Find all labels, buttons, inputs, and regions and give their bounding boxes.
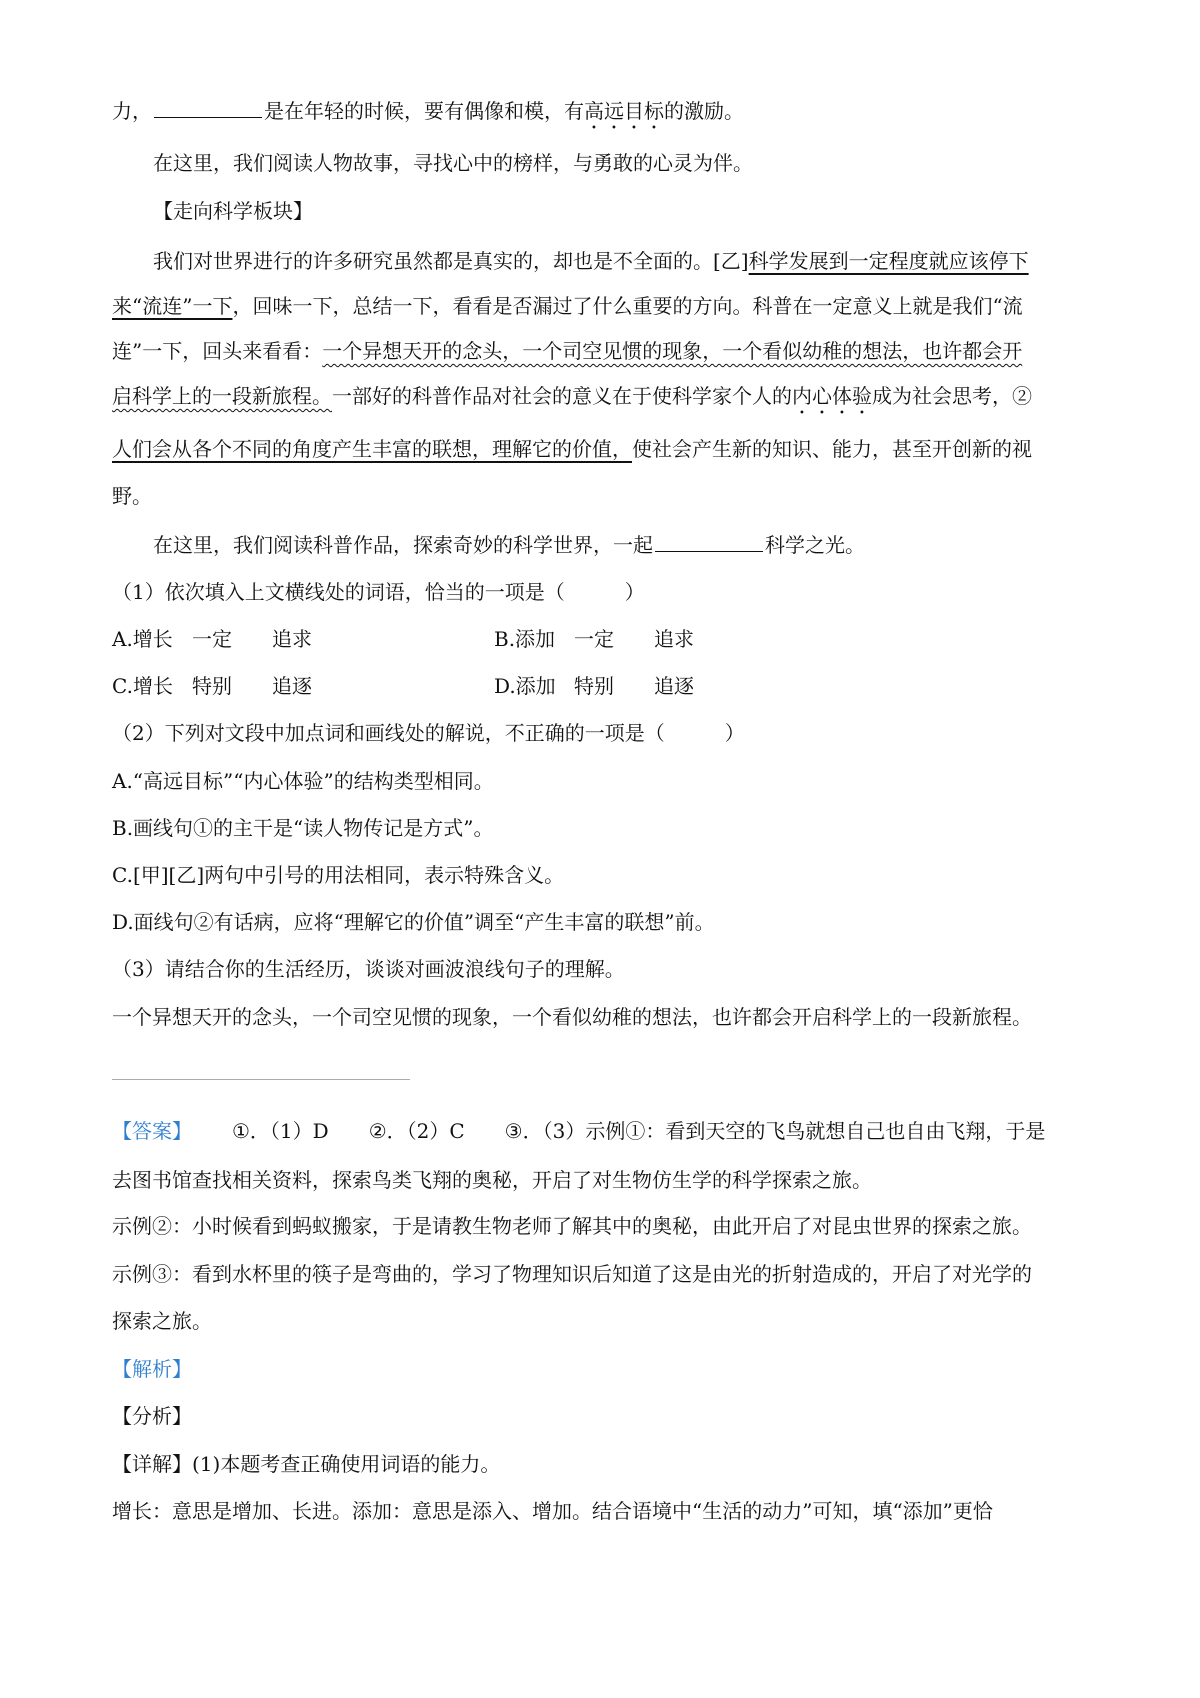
question-2-stem: （2）下列对文段中加点词和画线处的解说，不正确的一项是（ ） [112, 721, 745, 745]
answer-line-3: 示例②：小时候看到蚂蚁搬家，于是请教生物老师了解其中的奥秘，由此开启了对昆虫世界的探索之旅。 [112, 1214, 1032, 1238]
answer-line-2: 去图书馆查找相关资料，探索鸟类飞翔的奥秘，开启了对生物仿生学的科学探索之旅。 [112, 1168, 872, 1192]
paragraph-3-line-2: 来“流连”一下，回味一下，总结一下，看看是否漏过了什么重要的方向。科普在一定意义上就是我们“流 [112, 294, 1023, 318]
q1-option-c[interactable]: C.增长 特别 追逐 [112, 674, 312, 698]
analysis-last-line: 增长：意思是增加、长进。添加：意思是添入、增加。结合语境中“生活的动力”可知，填“添加”更恰 [112, 1499, 993, 1523]
answer-line-4: 示例③：看到水杯里的筷子是弯曲的，学习了物理知识后知道了这是由光的折射造成的，开启了对光学的 [112, 1262, 1032, 1286]
fill-blank-2[interactable] [655, 533, 763, 552]
underline-sentence-2: 人们会从各个不同的角度产生丰富的联想，理解它的价值， [112, 437, 632, 461]
q2-option-a[interactable]: A.“高远目标”“内心体验”的结构类型相同。 [112, 769, 494, 793]
wavy-sentence-cont: 启科学上的一段新旅程。 [112, 384, 332, 408]
section-title: 【走向科学板块】 [153, 199, 313, 223]
question-1-stem: （1）依次填入上文横线处的词语，恰当的一项是（ ） [112, 580, 645, 604]
q1-option-d[interactable]: D.添加 特别 追逐 [494, 674, 694, 698]
wavy-sentence: 一个异想天开的念头，一个司空见惯的现象，一个看似幼稚的想法，也许都会开 [322, 339, 1023, 363]
paragraph-2: 在这里，我们阅读人物故事，寻找心中的榜样，与勇敢的心灵为伴。 [153, 151, 753, 175]
analysis-fenxi: 【分析】 [112, 1404, 192, 1428]
question-3-quote: 一个异想天开的念头，一个司空见惯的现象，一个看似幼稚的想法，也许都会开启科学上的一段新旅程。 [112, 1005, 1032, 1029]
paragraph-4: 在这里，我们阅读科普作品，探索奇妙的科学世界，一起 科学之光。 [153, 533, 865, 557]
question-3-stem: （3）请结合你的生活经历，谈谈对画波浪线句子的理解。 [112, 957, 625, 981]
dotted-word-2: 内心体验 [792, 384, 872, 408]
analysis-tag: 【解析】 [112, 1357, 192, 1381]
underline-sentence-yi-cont: 来“流连”一下 [112, 294, 233, 318]
analysis-detail: 【详解】(1)本题考查正确使用词语的能力。 [112, 1452, 501, 1476]
answer-line-5: 探索之旅。 [112, 1309, 212, 1333]
answer-tag: 【答案】 [112, 1119, 192, 1143]
separator-line [112, 1079, 410, 1080]
paragraph-1: 力， 是在年轻的时候，要有偶像和模，有高远目标的激励。 [112, 99, 744, 123]
underline-sentence-yi: 科学发展到一定程度就应该停下 [748, 249, 1029, 273]
answer-line-1: 【答案】 ①．（1）D ②．（2）C ③．（3）示例①：看到天空的飞鸟就想自己也自由飞翔，于是 [112, 1119, 1046, 1143]
dotted-word-1: 高远目标 [584, 99, 664, 123]
paragraph-3-line-5: 人们会从各个不同的角度产生丰富的联想，理解它的价值，使社会产生新的知识、能力，甚至开创新的视 [112, 437, 1032, 461]
q2-option-d[interactable]: D.面线句②有话病，应将“理解它的价值”调至“产生丰富的联想”前。 [112, 910, 715, 934]
q1-option-b[interactable]: B.添加 一定 追求 [494, 627, 694, 651]
paragraph-3-line-3: 连”一下，回头来看看：一个异想天开的念头，一个司空见惯的现象，一个看似幼稚的想法，也许都会开 [112, 339, 1023, 363]
q2-option-b[interactable]: B.画线句①的主干是“读人物传记是方式”。 [112, 816, 494, 840]
q1-option-a[interactable]: A.增长 一定 追求 [112, 627, 312, 651]
paragraph-3-line-6: 野。 [112, 484, 152, 508]
paragraph-3-line-4: 启科学上的一段新旅程。一部好的科普作品对社会的意义在于使科学家个人的内心体验成为社会思考，② [112, 384, 1032, 408]
paragraph-3-line-1: 我们对世界进行的许多研究虽然都是真实的，却也是不全面的。[乙]科学发展到一定程度就应该停下 [153, 249, 1029, 273]
fill-blank-1[interactable] [154, 99, 262, 118]
q2-option-c[interactable]: C.[甲][乙]两句中引号的用法相同，表示特殊含义。 [112, 863, 565, 887]
